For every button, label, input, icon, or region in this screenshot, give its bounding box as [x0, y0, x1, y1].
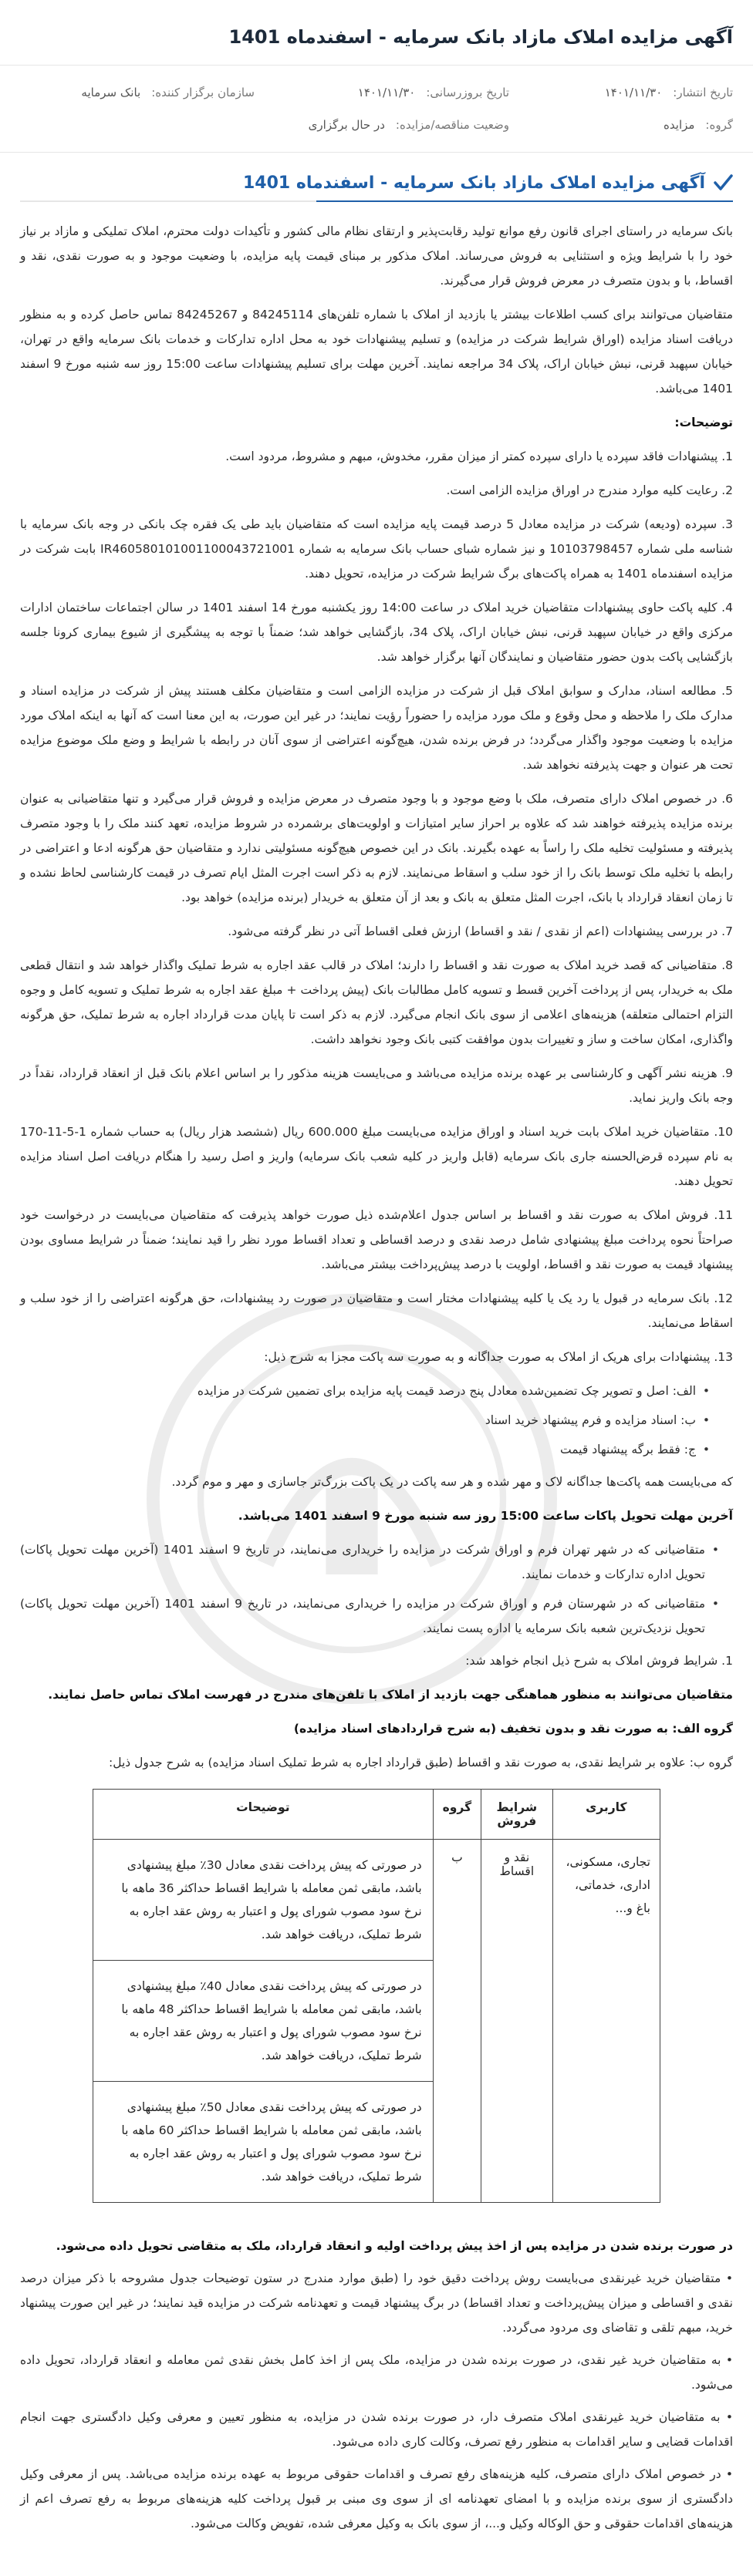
- list-item: • ج: فقط برگه پیشنهاد قیمت: [20, 1437, 710, 1462]
- note-8: 8. متقاضیانی که قصد خرید املاک به صورت نقد و اقساط را دارند؛ املاک در قالب عقد اجاره به شرط تملیک واگذار خواهد شد و انتقال قطعی ملک به خریدار، پس از پرداخت آخرین قسط و تسویه کامل مطالبات بانک (پیش پرداخت + مبلغ عقد اجاره به شرط تملیک و تسویه کامل و وجوه التزام احتمالی متعلقه) هزینه‌های اعلامی از سوی بانک انجام می‌گیرد. لازم به ذکر است تا پایان مدت قرارداد اجاره به شرط تملیک، حق هرگونه واگذاری، امکان ساخت و ساز و تغییرات بدون موافقت کتبی بانک وجود نخواهد داشت.: [20, 958, 733, 1046]
- group-cell: ب: [433, 1840, 481, 2203]
- note-2: 2. رعایت کلیه موارد مندرج در اوراق مزایده الزامی است.: [446, 483, 733, 497]
- contact-bold: متقاضیان می‌توانند به منظور هماهنگی جهت بازدید از املاک با تلفن‌های مندرج در فهرست املاک تماس حاصل نمایند.: [48, 1688, 733, 1702]
- check-icon: [713, 173, 733, 193]
- update-date: [255, 86, 509, 99]
- description-cell: در صورتی که پیش پرداخت نقدی معادل 50٪ مبلغ پیشنهادی باشد، مابقی ثمن معامله با شرایط اقساط حداکثر 60 ماهه با نرخ سود مصوب شورای پول و اعتبار به روش عقد اجاره به شرط تملیک، دریافت خواهد شد.: [93, 2082, 434, 2203]
- closing-section: [0, 2226, 753, 2536]
- description-cell: در صورتی که پیش پرداخت نقدی معادل 30٪ مبلغ پیشنهادی باشد، مابقی ثمن معامله با شرایط اقساط حداکثر 36 ماهه با نرخ سود مصوب شورای پول و اعتبار به روش عقد اجاره به شرط تملیک، دریافت خواهد شد.: [93, 1840, 434, 1961]
- note-13: 13. پیشنهادات برای هریک از املاک به صورت جداگانه و به صورت سه پاکت مجزا به شرح ذیل:: [264, 1350, 733, 1364]
- table-header: گروه: [433, 1790, 481, 1840]
- note-9: 9. هزینه نشر آگهی و کارشناسی بر عهده برنده مزایده می‌باشد و می‌بایست هزینه مذکور را بر اساس اعلام بانک قبل از انعقاد قرارداد، نقداً در وجه بانک واریز نماید.: [20, 1066, 733, 1105]
- section-title: [0, 153, 753, 200]
- meta-empty: [23, 118, 255, 132]
- closing-item: • متقاضیان خرید غیرنقدی می‌بایست روش پرداخت دقیق خود را (طبق موارد مندرج در ستون توضیحات جدول مشروحه با ذکر میزان درصد نقدی و اقساطی و میزان پیش‌پرداخت و تعداد اقساط) در برگ پیشنهاد قیمت و تعهدنامه شرکت در مزایده قید نمایند؛ در غیر این صورت پیشنهاد خرید، مبهم تلقی و تقاضای وی مردود می‌گردد.: [20, 2271, 733, 2335]
- group-value: مزایده: [664, 118, 695, 132]
- table-header: توضیحات: [93, 1790, 434, 1840]
- organizer-value: بانک سرمایه: [81, 86, 141, 99]
- table-header: شرایط فروش: [481, 1790, 552, 1840]
- publish-date: [509, 86, 733, 99]
- submission-list: [20, 1537, 733, 1641]
- note-1: 1. پیشنهادات فاقد سپرده یا دارای سپرده کمتر از میزان مقرر، مخدوش، مبهم و مشروط، مردود است.: [225, 450, 733, 463]
- terms-table-wrap: [0, 1784, 753, 2226]
- description-cell: در صورتی که پیش پرداخت نقدی معادل 40٪ مبلغ پیشنهادی باشد، مابقی ثمن معامله با شرایط اقساط حداکثر 48 ماهه با نرخ سود مصوب شورای پول و اعتبار به روش عقد اجاره به شرط تملیک، دریافت خواهد شد.: [93, 1961, 434, 2082]
- table-row: [93, 1840, 660, 1961]
- note-12: 12. بانک سرمایه در قبول یا رد یک یا کلیه پیشنهادات مختار است و متقاضیان در صورت رد پیشنهادات، حق هرگونه اعتراضی را از خود سلب و اسقاط می‌نمایند.: [20, 1291, 733, 1330]
- terms-label: 1. شرایط فروش املاک به شرح ذیل انجام خواهد شد:: [465, 1654, 733, 1668]
- envelope-note: که می‌بایست همه پاکت‌ها جداگانه لاک و مهر شده و هر سه پاکت در یک پاکت بزرگ‌تر جاسازی و مهر و موم گردد.: [171, 1475, 733, 1489]
- note-7: 7. در بررسی پیشنهادات (اعم از نقدی / نقد و اقساط) ارزش فعلی اقساط آتی در نظر گرفته می‌شود.: [228, 924, 733, 938]
- group-label: گروه:: [705, 118, 733, 132]
- closing-item: • در خصوص املاک دارای متصرف، کلیه هزینه‌های رفع تصرف و اقدامات حقوقی مربوط به عهده برنده مزایده می‌باشد. پس از معرفی وکیل دادگستری از سوی برنده مزایده و با امضای تعهدنامه ای از سوی وی مبنی بر قبول پرداخت کلیه هزینه‌های مربوط به رفع تصرف اعم از هزینه‌های اقدامات حقوقی و حق الوکاله وکیل و...، از سوی بانک به وکیل معرفی شده، تفویض وکالت می‌شود.: [20, 2467, 733, 2531]
- section-divider: [20, 200, 733, 202]
- contact-paragraph: متقاضیان می‌توانند برای کسب اطلاعات بیشتر یا بازدید از املاک با شماره تلفن‌های 84245114 و 84245267 تماس حاصل کرده و به منظور دریافت اسناد مزایده (اوراق شرایط شرکت در مزایده) و تسلیم پیشنهادات خود به محل اداره تدارکات و خدمات بانک سرمایه واقع در تهران، خیابان سپهبد قرنی، نبش خیابان اراک، پلاک 34 مراجعه نمایند. آخرین مهلت برای تسلیم پیشنهادات ساعت 15:00 روز سه شنبه مورخ 9 اسفند 1401 می‌باشد.: [20, 308, 734, 396]
- status: [255, 118, 509, 132]
- note-6: 6. در خصوص املاک دارای متصرف، ملک با وضع موجود و با وجود متصرف در معرض مزایده و فروش قرار می‌گیرد و تنها متقاضیانی به عنوان برنده مزایده پذیرفته خواهند شد که علاوه بر احراز سایر امتیازات و اولویت‌های برشمرده در شروط مزایده، تعهد کنند ملک را با وجود متصرف پذیرفته و مسئولیت تخلیه ملک را راساً به عهده بگیرند. بانک در این خصوص هیچ‌گونه مسئولیتی ندارد و متقاضیان حق هرگونه ادعا و اعتراضی در رابطه با تخلیه ملک توسط بانک را از خود سلب و اسقاط می‌نمایند. لازم به ذکر است اجرت المثل ایام تصرف در قیمت کارشناسی لحاظ نشده و تا زمان انعقاد قرارداد با بانک، اجرت المثل متعلق به بانک و بعد از آن متعلق به خریدار (برنده مزایده) خواهد بود.: [20, 792, 733, 904]
- note-11: 11. فروش املاک به صورت نقد و اقساط بر اساس جدول اعلام‌شده ذیل صورت خواهد پذیرفت که متقاضیان می‌بایست در درخواست خود صراحتاً نحوه پرداخت مبلغ پیشنهادی شامل درصد نقدی و درصد اقساطی و تعداد اقساط مورد نظر را قید نمایند؛ ضمناً در شرایط مساوی بودن پیشنهاد قیمت به صورت نقد و اقساط، اولویت با درصد پیش‌پرداخت بیشتر می‌باشد.: [20, 1208, 733, 1271]
- note-3: 3. سپرده (ودیعه) شرکت در مزایده معادل 5 درصد قیمت پایه مزایده است که متقاضیان باید طی یک فقره چک بانکی در وجه بانک سرمایه با شناسه ملی شماره 10103798457 و نیز شماره شبای حساب بانک سرمایه به شماره IR460580101001100043721001 بابت شرکت در مزایده اسفندماه 1401 به همراه پاکت‌های برگ شرایط شرکت در مزایده، تحویل دهند.: [20, 517, 733, 581]
- page-title: آگهی مزایده املاک مازاد بانک سرمایه - اسفندماه 1401: [0, 0, 753, 66]
- intro-paragraph: بانک سرمایه در راستای اجرای قانون رفع موانع تولید رقابت‌پذیر و ارتقای نظام مالی کشور و تأکیدات دولت محترم، املاک تملیکی و مازاد بر نیاز خود را با شرایط ویژه و استثنایی به فروش می‌رساند. املاک مذکور بر مبنای قیمت پایه مزایده، با وضعیت موجود و به صورت نقدی، نقد و اقساط، ‌با و بدون متصرف در معرض فروش قرار می‌گیرند.: [20, 224, 733, 288]
- update-date-label: تاریخ بروزرسانی:: [426, 86, 509, 99]
- deadline: آخرین مهلت تحویل پاکات ساعت 15:00 روز سه شنبه مورخ 9 اسفند 1401 می‌باشد.: [238, 1509, 733, 1523]
- status-value: در حال برگزاری: [308, 118, 385, 132]
- meta-panel: [0, 66, 753, 153]
- closing-item: • به متقاضیان خرید غیر نقدی، در صورت برنده شدن در مزایده، ملک پس از اخذ کامل بخش نقدی ثمن معامله و انعقاد قرارداد، تحویل داده می‌شود.: [20, 2353, 733, 2392]
- table-header-row: [93, 1790, 660, 1840]
- closing-bold: در صورت برنده شدن در مزایده پس از اخذ پیش پرداخت اولیه و انعقاد قرارداد، ملک به متقاضی تحویل داده می‌شود.: [56, 2239, 733, 2253]
- list-item: • متقاضیانی که در شهرستان فرم و اوراق شرکت در مزایده را خریداری می‌نمایند، در تاریخ 9 اسفند 1401 (آخرین مهلت تحویل پاکات) تحویل نزدیک‌ترین شعبه بانک سرمایه یا اداره پست نمایند.: [20, 1591, 719, 1641]
- announcement-body: [0, 219, 753, 1775]
- publish-date-label: تاریخ انتشار:: [673, 86, 733, 99]
- note-5: 5. مطالعه اسناد، مدارک و سوابق املاک قبل از شرکت در مزایده الزامی است و متقاضیان مکلف هستند پیش از شرکت در مزایده اسناد و مدارک ملک را ملاحظه و محل وقوع و ملک مورد مزایده را حضوراً رؤیت نمایند؛ در غیر این صورت، به این معنا است که آنها به اینکه املاک مورد مزایده با وضعیت موجود واگذار می‌گردد؛ در فرض برنده شدن، هیچ‌گونه اعتراضی از سوی آنان در رابطه با شرایط و وضع ملک موضوع مزایده تحت هر عنوان و جهت پذیرفته نخواهد شد.: [20, 684, 733, 772]
- sale-terms-cell: نقد و اقساط: [481, 1840, 552, 2203]
- table-header: کاربری: [552, 1790, 660, 1840]
- status-label: وضعیت مناقصه/مزایده:: [395, 118, 509, 132]
- terms-table: [93, 1789, 660, 2203]
- note-4: 4. کلیه پاکت حاوی پیشنهادات متقاضیان خرید املاک در ساعت 14:00 روز یکشنبه مورخ 14 اسفند 1401 در سالن اجتماعات ساختمان ادارات مرکزی واقع در خیابان سپهبد قرنی، نبش خیابان اراک، پلاک 34، بازگشایی خواهد شد؛ ضمناً با توجه به پیشگیری از شیوع بیماری کرونا جلسه بازگشایی پاکت بدون حضور متقاضیان و نمایندگان آنها برگزار خواهد شد.: [20, 601, 733, 664]
- update-date-value: ۱۴۰۱/۱۱/۳۰: [357, 86, 416, 99]
- organizer-label: سازمان برگزار کننده:: [151, 86, 255, 99]
- group-alef: گروه الف: به صورت نقد و بدون تخفیف (به شرح قرارداد‌های اسناد مزایده): [293, 1722, 733, 1736]
- section-title-text: آگهی مزایده املاک مازاد بانک سرمایه - اسفندماه 1401: [242, 173, 705, 193]
- group: [509, 118, 733, 132]
- list-item: • الف: اصل و تصویر چک تضمین‌شده معادل پنج درصد قیمت پایه مزایده برای تضمین شرکت در مزایده: [20, 1379, 710, 1403]
- closing-item: • به متقاضیان خرید غیرنقدی املاک متصرف دار، در صورت برنده شدن در مزایده، به منظور تعیین و معرفی وکیل دادگستری جهت انجام اقدامات قضایی و سایر اقدامات به منظور رفع تصرف، وکالت کاری داده می‌شود.: [20, 2410, 733, 2449]
- usage-cell: تجاری، مسکونی، اداری، خدماتی، باغ و...: [552, 1840, 660, 2203]
- list-item: • متقاضیانی که در شهر تهران فرم و اوراق شرکت در مزایده را خریداری می‌نمایند، در تاریخ 9 اسفند 1401 (آخرین مهلت تحویل پاکات) تحویل اداره تدارکات و خدمات نمایند.: [20, 1537, 719, 1587]
- group-be: گروه ب: علاوه بر شرایط نقدی، به صورت نقد و اقساط (طبق قرارداد اجاره به شرط تملیک اسناد مزایده) به شرح جدول ذیل:: [109, 1756, 733, 1770]
- organizer: [23, 86, 255, 99]
- note-10: 10. متقاضیان خرید املاک بابت خرید اسناد و اوراق مزایده می‌بایست مبلغ 600.000 ریال (ششصد هزار ریال) به حساب شماره 1-5-11-170 به نام سپرده قرض‌الحسنه جاری بانک سرمایه (قابل واریز در کلیه شعب بانک سرمایه) واریز و اصل رسید را هنگام دریافت اصل اسناد مزایده تحویل دهند.: [20, 1125, 733, 1188]
- list-item: • ب: اسناد مزایده و فرم پیشنهاد خرید اسناد: [20, 1408, 710, 1433]
- envelope-list: [20, 1379, 733, 1462]
- publish-date-value: ۱۴۰۱/۱۱/۳۰: [604, 86, 663, 99]
- notes-title: توضیحات:: [674, 416, 733, 429]
